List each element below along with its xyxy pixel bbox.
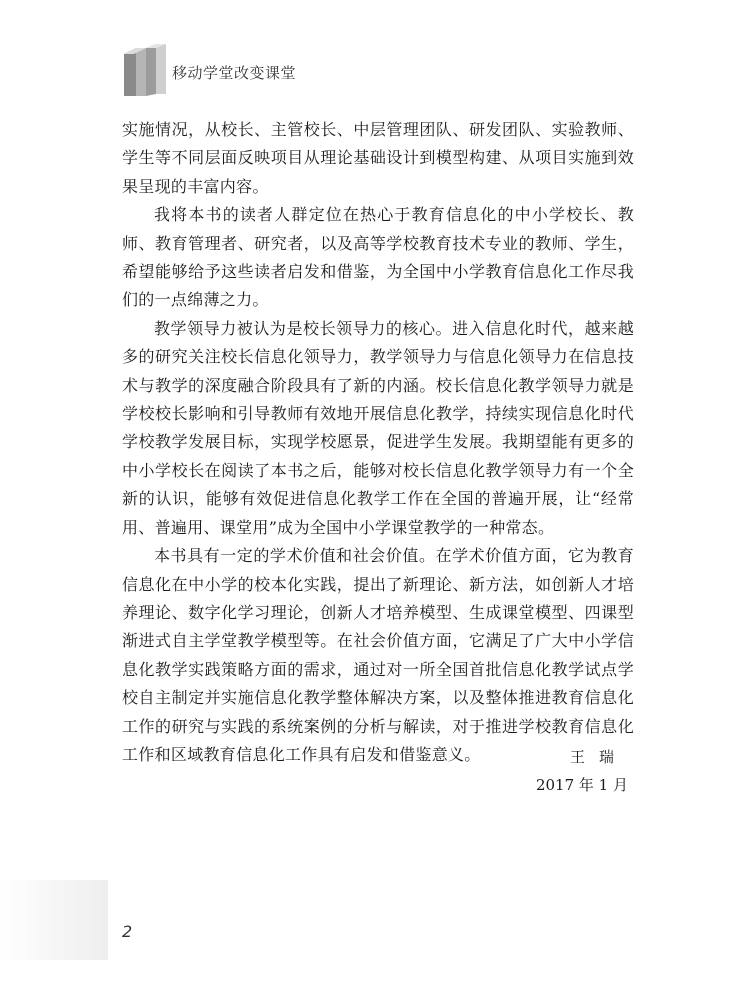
paragraph: 教学领导力被认为是校长领导力的核心。进入信息化时代，越来越多的研究关注校长信息化领导力，教学领导力与信息化领导力在信息技术与教学的深度融合阶段具有了新的内涵。校长信息化教学领导力就是学校校长影响和引导教师有效地开展信息化教学，持续实现信息化时代学校教学发展目标，实现学校愿景，促进学生发展。我期望能有更多的中小学校长在阅读了本书之后，能够对校长信息化教学领导力有一个全新的认识，能够有效促进信息化教学工作在全国的普遍开展，让“经常用、普遍用、课堂用”成为全国中小学课堂教学的一种常态。 — [122, 318, 634, 537]
paragraph: 实施情况，从校长、主管校长、中层管理团队、研发团队、实验教师、学生等不同层面反映项目从理论基础设计到模型构建、从项目实施到效果呈现的丰富内容。 — [122, 120, 634, 196]
running-header — [120, 40, 640, 100]
author-signature: 王瑞 — [569, 748, 628, 766]
paragraph: 本书具有一定的学术价值和社会价值。在学术价值方面，它为教育信息化在中小学的校本化实践，提出了新理论、新方法，如创新人才培养理论、数字化学习理论，创新人才培养模型、生成课堂模型、四课型渐进式自主学堂教学模型等。在社会价值方面，它满足了广大中小学信息化教学实践策略方面的需求，通过对一所全国首批信息化教学试点学校自主制定并实施信息化教学整体解决方案，以及整体推进教育信息化工作的研究与实践的系统案例的分析与解读，对于推进学校教育信息化工作和区域教育信息化工作具有启发和借鉴意义。 — [122, 546, 634, 764]
paragraph: 我将本书的读者人群定位在热心于教育信息化的中小学校长、教师、教育管理者、研究者，以及高等学校教育技术专业的教师、学生，希望能够给予这些读者启发和借鉴，为全国中小学教育信息化工作尽我们的一点绵薄之力。 — [122, 205, 634, 310]
signature-date: 2017 年 1 月 — [535, 776, 628, 794]
stacked-books-icon — [120, 40, 172, 98]
footer-shade — [0, 880, 108, 960]
page-number: 2 — [122, 922, 133, 941]
body-text — [122, 116, 634, 769]
header-title: 移动学堂改变课堂 — [172, 64, 297, 82]
